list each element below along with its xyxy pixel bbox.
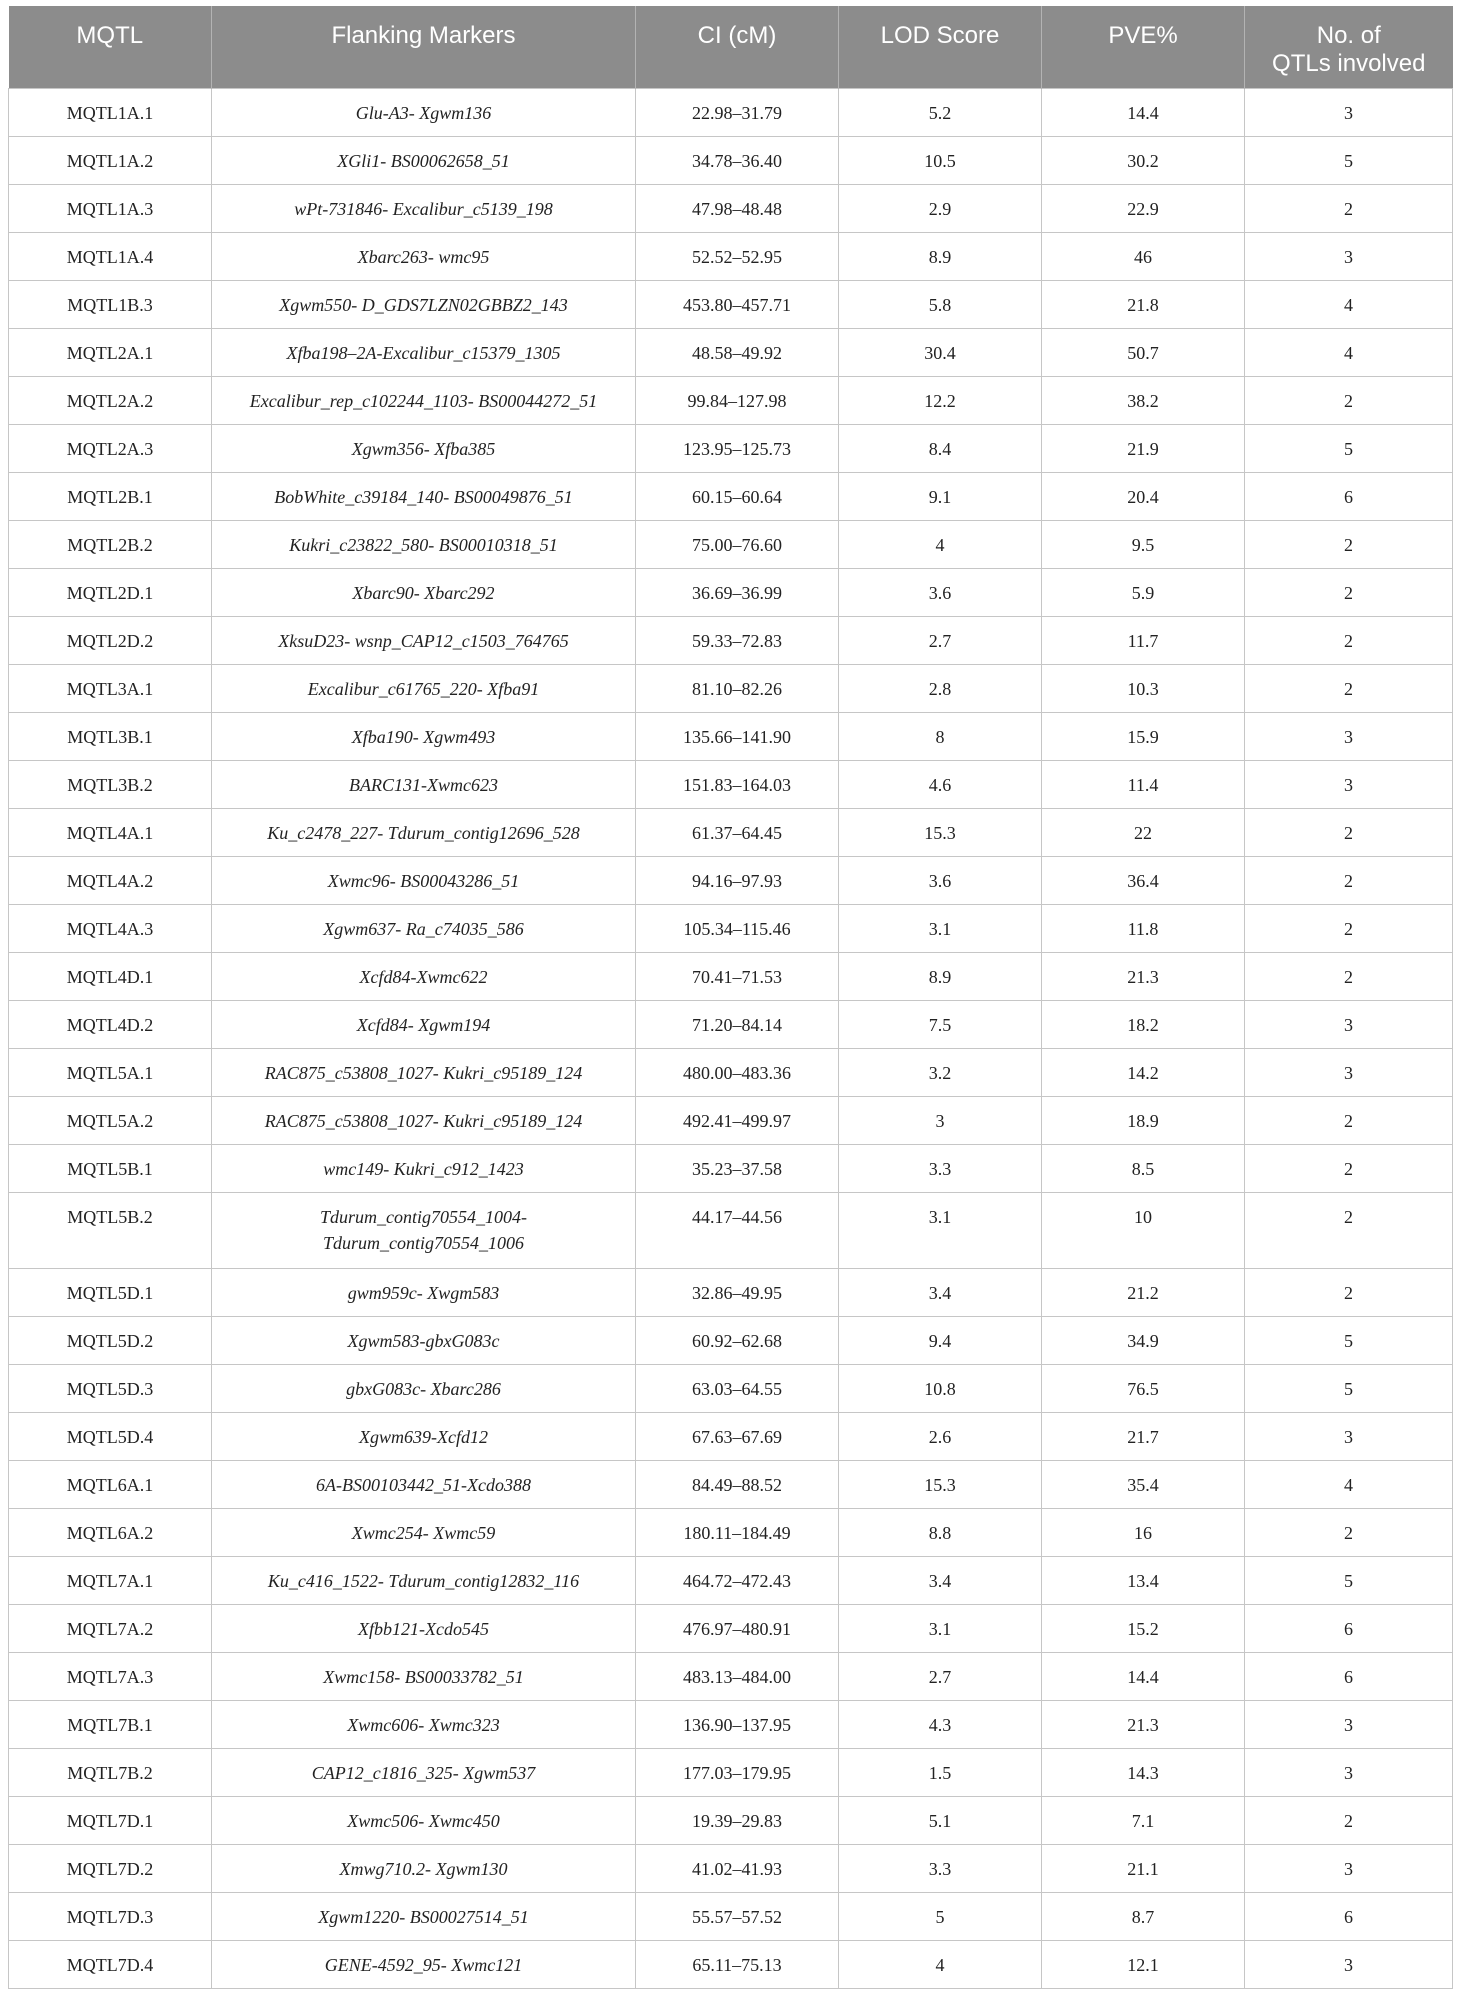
cell-mqtl: MQTL5D.4 [9, 1413, 212, 1461]
table-row [9, 1317, 1453, 1365]
cell-lod-score: 10.8 [839, 1365, 1042, 1413]
cell-ci: 94.16–97.93 [636, 857, 839, 905]
cell-lod-score: 5 [839, 1893, 1042, 1941]
cell-lod-score: 10.5 [839, 137, 1042, 185]
cell-mqtl: MQTL2A.1 [9, 329, 212, 377]
cell-qtls-involved: 4 [1245, 281, 1453, 329]
cell-ci: 44.17–44.56 [636, 1193, 839, 1269]
table-row [9, 89, 1453, 137]
table-row [9, 521, 1453, 569]
cell-pve: 15.9 [1042, 713, 1245, 761]
cell-lod-score: 9.4 [839, 1317, 1042, 1365]
cell-lod-score: 8 [839, 713, 1042, 761]
table-row [9, 137, 1453, 185]
cell-qtls-involved: 3 [1245, 89, 1453, 137]
cell-ci: 135.66–141.90 [636, 713, 839, 761]
cell-mqtl: MQTL1A.4 [9, 233, 212, 281]
cell-pve: 14.2 [1042, 1049, 1245, 1097]
cell-lod-score: 3.1 [839, 905, 1042, 953]
cell-ci: 151.83–164.03 [636, 761, 839, 809]
cell-flanking-markers: Tdurum_contig70554_1004- Tdurum_contig70554_1006 [212, 1193, 636, 1269]
cell-flanking-markers: BobWhite_c39184_140- BS00049876_51 [212, 473, 636, 521]
cell-pve: 30.2 [1042, 137, 1245, 185]
cell-qtls-involved: 2 [1245, 1269, 1453, 1317]
cell-mqtl: MQTL6A.2 [9, 1509, 212, 1557]
cell-lod-score: 8.8 [839, 1509, 1042, 1557]
cell-mqtl: MQTL2D.1 [9, 569, 212, 617]
cell-qtls-involved: 2 [1245, 617, 1453, 665]
cell-flanking-markers: Xgwm1220- BS00027514_51 [212, 1893, 636, 1941]
cell-qtls-involved: 3 [1245, 761, 1453, 809]
table-row [9, 329, 1453, 377]
table-row [9, 1193, 1453, 1269]
cell-lod-score: 3.1 [839, 1193, 1042, 1269]
cell-qtls-involved: 2 [1245, 1097, 1453, 1145]
cell-mqtl: MQTL7B.2 [9, 1749, 212, 1797]
cell-qtls-involved: 3 [1245, 233, 1453, 281]
cell-mqtl: MQTL2B.1 [9, 473, 212, 521]
cell-ci: 47.98–48.48 [636, 185, 839, 233]
cell-mqtl: MQTL4A.1 [9, 809, 212, 857]
cell-ci: 453.80–457.71 [636, 281, 839, 329]
table-row [9, 1365, 1453, 1413]
cell-mqtl: MQTL5D.2 [9, 1317, 212, 1365]
cell-flanking-markers: Xbarc90- Xbarc292 [212, 569, 636, 617]
cell-flanking-markers: Xwmc506- Xwmc450 [212, 1797, 636, 1845]
cell-qtls-involved: 5 [1245, 425, 1453, 473]
cell-ci: 75.00–76.60 [636, 521, 839, 569]
header-ci: CI (cM) [636, 6, 839, 89]
cell-pve: 22.9 [1042, 185, 1245, 233]
cell-pve: 50.7 [1042, 329, 1245, 377]
table-row [9, 713, 1453, 761]
cell-flanking-markers: Xgwm583-gbxG083c [212, 1317, 636, 1365]
cell-ci: 71.20–84.14 [636, 1001, 839, 1049]
cell-qtls-involved: 2 [1245, 1145, 1453, 1193]
cell-flanking-markers: wPt-731846- Excalibur_c5139_198 [212, 185, 636, 233]
table-body [9, 89, 1453, 1989]
cell-pve: 34.9 [1042, 1317, 1245, 1365]
table-row [9, 1893, 1453, 1941]
table-row [9, 1145, 1453, 1193]
table-row [9, 1413, 1453, 1461]
table-row [9, 1605, 1453, 1653]
cell-ci: 180.11–184.49 [636, 1509, 839, 1557]
cell-pve: 18.9 [1042, 1097, 1245, 1145]
cell-mqtl: MQTL7B.1 [9, 1701, 212, 1749]
cell-lod-score: 5.2 [839, 89, 1042, 137]
cell-flanking-markers: Xgwm639-Xcfd12 [212, 1413, 636, 1461]
cell-mqtl: MQTL7A.3 [9, 1653, 212, 1701]
cell-pve: 21.3 [1042, 953, 1245, 1001]
cell-flanking-markers: Xwmc158- BS00033782_51 [212, 1653, 636, 1701]
cell-flanking-markers: XGli1- BS00062658_51 [212, 137, 636, 185]
cell-flanking-markers: Xcfd84- Xgwm194 [212, 1001, 636, 1049]
cell-flanking-markers: gwm959c- Xwgm583 [212, 1269, 636, 1317]
cell-flanking-markers: Xbarc263- wmc95 [212, 233, 636, 281]
cell-qtls-involved: 4 [1245, 1461, 1453, 1509]
cell-qtls-involved: 2 [1245, 905, 1453, 953]
cell-pve: 5.9 [1042, 569, 1245, 617]
cell-qtls-involved: 5 [1245, 1557, 1453, 1605]
cell-lod-score: 12.2 [839, 377, 1042, 425]
cell-ci: 65.11–75.13 [636, 1941, 839, 1989]
cell-flanking-markers: Excalibur_rep_c102244_1103- BS00044272_51 [212, 377, 636, 425]
cell-pve: 21.7 [1042, 1413, 1245, 1461]
cell-pve: 21.2 [1042, 1269, 1245, 1317]
cell-flanking-markers: Xwmc96- BS00043286_51 [212, 857, 636, 905]
cell-qtls-involved: 3 [1245, 713, 1453, 761]
cell-pve: 20.4 [1042, 473, 1245, 521]
cell-lod-score: 8.9 [839, 953, 1042, 1001]
cell-qtls-involved: 3 [1245, 1001, 1453, 1049]
cell-mqtl: MQTL2D.2 [9, 617, 212, 665]
cell-qtls-involved: 3 [1245, 1049, 1453, 1097]
cell-ci: 63.03–64.55 [636, 1365, 839, 1413]
cell-flanking-markers: Xfbb121-Xcdo545 [212, 1605, 636, 1653]
cell-flanking-markers: Xwmc606- Xwmc323 [212, 1701, 636, 1749]
cell-ci: 123.95–125.73 [636, 425, 839, 473]
cell-lod-score: 3 [839, 1097, 1042, 1145]
cell-flanking-markers: Glu-A3- Xgwm136 [212, 89, 636, 137]
cell-mqtl: MQTL5B.1 [9, 1145, 212, 1193]
cell-mqtl: MQTL3B.2 [9, 761, 212, 809]
cell-pve: 8.5 [1042, 1145, 1245, 1193]
cell-ci: 105.34–115.46 [636, 905, 839, 953]
cell-ci: 34.78–36.40 [636, 137, 839, 185]
cell-pve: 15.2 [1042, 1605, 1245, 1653]
cell-pve: 46 [1042, 233, 1245, 281]
table-row [9, 1749, 1453, 1797]
cell-pve: 22 [1042, 809, 1245, 857]
cell-qtls-involved: 2 [1245, 185, 1453, 233]
cell-flanking-markers: Xgwm356- Xfba385 [212, 425, 636, 473]
table-row [9, 1509, 1453, 1557]
cell-qtls-involved: 3 [1245, 1941, 1453, 1989]
cell-flanking-markers: GENE-4592_95- Xwmc121 [212, 1941, 636, 1989]
cell-ci: 99.84–127.98 [636, 377, 839, 425]
header-qtls-involved: No. of QTLs involved [1245, 6, 1453, 89]
header-flanking-markers: Flanking Markers [212, 6, 636, 89]
cell-qtls-involved: 5 [1245, 1317, 1453, 1365]
cell-flanking-markers: BARC131-Xwmc623 [212, 761, 636, 809]
cell-pve: 21.3 [1042, 1701, 1245, 1749]
cell-pve: 10.3 [1042, 665, 1245, 713]
cell-mqtl: MQTL4D.2 [9, 1001, 212, 1049]
table-row [9, 281, 1453, 329]
cell-lod-score: 5.1 [839, 1797, 1042, 1845]
cell-flanking-markers: XksuD23- wsnp_CAP12_c1503_764765 [212, 617, 636, 665]
cell-lod-score: 2.7 [839, 617, 1042, 665]
cell-qtls-involved: 2 [1245, 1797, 1453, 1845]
cell-ci: 61.37–64.45 [636, 809, 839, 857]
cell-lod-score: 8.9 [839, 233, 1042, 281]
cell-ci: 60.15–60.64 [636, 473, 839, 521]
cell-ci: 48.58–49.92 [636, 329, 839, 377]
cell-ci: 136.90–137.95 [636, 1701, 839, 1749]
table-row [9, 809, 1453, 857]
cell-mqtl: MQTL4A.3 [9, 905, 212, 953]
header-mqtl: MQTL [9, 6, 212, 89]
cell-mqtl: MQTL7A.1 [9, 1557, 212, 1605]
cell-qtls-involved: 3 [1245, 1749, 1453, 1797]
cell-mqtl: MQTL5B.2 [9, 1193, 212, 1269]
cell-flanking-markers: Xfba190- Xgwm493 [212, 713, 636, 761]
cell-mqtl: MQTL1A.1 [9, 89, 212, 137]
cell-ci: 32.86–49.95 [636, 1269, 839, 1317]
table-row [9, 1269, 1453, 1317]
cell-lod-score: 8.4 [839, 425, 1042, 473]
cell-qtls-involved: 2 [1245, 377, 1453, 425]
cell-pve: 9.5 [1042, 521, 1245, 569]
table-row [9, 665, 1453, 713]
table-row [9, 1049, 1453, 1097]
table-row [9, 1653, 1453, 1701]
cell-pve: 11.8 [1042, 905, 1245, 953]
cell-qtls-involved: 2 [1245, 1509, 1453, 1557]
cell-mqtl: MQTL2B.2 [9, 521, 212, 569]
cell-ci: 22.98–31.79 [636, 89, 839, 137]
cell-flanking-markers: wmc149- Kukri_c912_1423 [212, 1145, 636, 1193]
cell-qtls-involved: 3 [1245, 1845, 1453, 1893]
cell-lod-score: 15.3 [839, 1461, 1042, 1509]
cell-ci: 55.57–57.52 [636, 1893, 839, 1941]
cell-mqtl: MQTL7D.4 [9, 1941, 212, 1989]
cell-pve: 21.8 [1042, 281, 1245, 329]
cell-lod-score: 3.6 [839, 857, 1042, 905]
cell-flanking-markers: RAC875_c53808_1027- Kukri_c95189_124 [212, 1097, 636, 1145]
cell-pve: 16 [1042, 1509, 1245, 1557]
cell-ci: 177.03–179.95 [636, 1749, 839, 1797]
cell-ci: 476.97–480.91 [636, 1605, 839, 1653]
table-row [9, 1701, 1453, 1749]
table-row [9, 857, 1453, 905]
cell-mqtl: MQTL5A.2 [9, 1097, 212, 1145]
cell-ci: 483.13–484.00 [636, 1653, 839, 1701]
cell-mqtl: MQTL7D.1 [9, 1797, 212, 1845]
table-row [9, 1557, 1453, 1605]
cell-pve: 7.1 [1042, 1797, 1245, 1845]
cell-mqtl: MQTL6A.1 [9, 1461, 212, 1509]
mqtl-table [8, 6, 1453, 1989]
cell-qtls-involved: 3 [1245, 1413, 1453, 1461]
table-row [9, 473, 1453, 521]
cell-qtls-involved: 6 [1245, 1893, 1453, 1941]
cell-qtls-involved: 2 [1245, 665, 1453, 713]
cell-qtls-involved: 2 [1245, 809, 1453, 857]
cell-mqtl: MQTL5D.3 [9, 1365, 212, 1413]
table-row [9, 1941, 1453, 1989]
cell-ci: 59.33–72.83 [636, 617, 839, 665]
table-row [9, 1097, 1453, 1145]
table-row [9, 1797, 1453, 1845]
cell-lod-score: 30.4 [839, 329, 1042, 377]
cell-lod-score: 7.5 [839, 1001, 1042, 1049]
cell-pve: 11.7 [1042, 617, 1245, 665]
header-pve: PVE% [1042, 6, 1245, 89]
cell-mqtl: MQTL7D.2 [9, 1845, 212, 1893]
cell-qtls-involved: 2 [1245, 1193, 1453, 1269]
cell-ci: 81.10–82.26 [636, 665, 839, 713]
cell-ci: 60.92–62.68 [636, 1317, 839, 1365]
cell-lod-score: 9.1 [839, 473, 1042, 521]
cell-lod-score: 2.7 [839, 1653, 1042, 1701]
table-row [9, 905, 1453, 953]
cell-lod-score: 2.6 [839, 1413, 1042, 1461]
cell-mqtl: MQTL3A.1 [9, 665, 212, 713]
cell-ci: 464.72–472.43 [636, 1557, 839, 1605]
cell-flanking-markers: Xmwg710.2- Xgwm130 [212, 1845, 636, 1893]
cell-pve: 21.1 [1042, 1845, 1245, 1893]
cell-pve: 14.3 [1042, 1749, 1245, 1797]
cell-flanking-markers: Ku_c416_1522- Tdurum_contig12832_116 [212, 1557, 636, 1605]
table-header [9, 6, 1453, 89]
cell-ci: 41.02–41.93 [636, 1845, 839, 1893]
cell-ci: 492.41–499.97 [636, 1097, 839, 1145]
cell-lod-score: 2.8 [839, 665, 1042, 713]
cell-ci: 67.63–67.69 [636, 1413, 839, 1461]
cell-flanking-markers: CAP12_c1816_325- Xgwm537 [212, 1749, 636, 1797]
cell-lod-score: 3.2 [839, 1049, 1042, 1097]
cell-lod-score: 3.3 [839, 1845, 1042, 1893]
cell-qtls-involved: 2 [1245, 521, 1453, 569]
header-lod-score: LOD Score [839, 6, 1042, 89]
cell-flanking-markers: Ku_c2478_227- Tdurum_contig12696_528 [212, 809, 636, 857]
cell-mqtl: MQTL1A.3 [9, 185, 212, 233]
cell-lod-score: 3.4 [839, 1557, 1042, 1605]
cell-lod-score: 4.6 [839, 761, 1042, 809]
cell-flanking-markers: Xwmc254- Xwmc59 [212, 1509, 636, 1557]
cell-lod-score: 5.8 [839, 281, 1042, 329]
cell-pve: 13.4 [1042, 1557, 1245, 1605]
cell-lod-score: 3.3 [839, 1145, 1042, 1193]
cell-qtls-involved: 6 [1245, 1605, 1453, 1653]
cell-pve: 14.4 [1042, 89, 1245, 137]
cell-mqtl: MQTL4D.1 [9, 953, 212, 1001]
cell-pve: 38.2 [1042, 377, 1245, 425]
cell-mqtl: MQTL7D.3 [9, 1893, 212, 1941]
cell-mqtl: MQTL3B.1 [9, 713, 212, 761]
cell-qtls-involved: 6 [1245, 1653, 1453, 1701]
cell-pve: 12.1 [1042, 1941, 1245, 1989]
cell-flanking-markers: Kukri_c23822_580- BS00010318_51 [212, 521, 636, 569]
cell-flanking-markers: Xgwm637- Ra_c74035_586 [212, 905, 636, 953]
cell-qtls-involved: 6 [1245, 473, 1453, 521]
cell-mqtl: MQTL1A.2 [9, 137, 212, 185]
cell-lod-score: 4 [839, 1941, 1042, 1989]
cell-lod-score: 2.9 [839, 185, 1042, 233]
cell-lod-score: 4.3 [839, 1701, 1042, 1749]
cell-flanking-markers: Xgwm550- D_GDS7LZN02GBBZ2_143 [212, 281, 636, 329]
table-row [9, 377, 1453, 425]
cell-flanking-markers: Xfba198–2A-Excalibur_c15379_1305 [212, 329, 636, 377]
cell-qtls-involved: 3 [1245, 1701, 1453, 1749]
cell-ci: 19.39–29.83 [636, 1797, 839, 1845]
cell-qtls-involved: 5 [1245, 1365, 1453, 1413]
cell-pve: 36.4 [1042, 857, 1245, 905]
cell-pve: 14.4 [1042, 1653, 1245, 1701]
cell-mqtl: MQTL2A.2 [9, 377, 212, 425]
cell-lod-score: 3.6 [839, 569, 1042, 617]
cell-qtls-involved: 2 [1245, 569, 1453, 617]
cell-flanking-markers: Excalibur_c61765_220- Xfba91 [212, 665, 636, 713]
cell-mqtl: MQTL5D.1 [9, 1269, 212, 1317]
table-row [9, 761, 1453, 809]
cell-pve: 76.5 [1042, 1365, 1245, 1413]
table-row [9, 569, 1453, 617]
cell-pve: 11.4 [1042, 761, 1245, 809]
table-row [9, 1001, 1453, 1049]
cell-ci: 35.23–37.58 [636, 1145, 839, 1193]
cell-pve: 18.2 [1042, 1001, 1245, 1049]
cell-lod-score: 15.3 [839, 809, 1042, 857]
header-row [9, 6, 1453, 89]
cell-flanking-markers: Xcfd84-Xwmc622 [212, 953, 636, 1001]
cell-qtls-involved: 2 [1245, 953, 1453, 1001]
cell-flanking-markers: gbxG083c- Xbarc286 [212, 1365, 636, 1413]
table-row [9, 233, 1453, 281]
table-row [9, 185, 1453, 233]
cell-pve: 8.7 [1042, 1893, 1245, 1941]
cell-mqtl: MQTL1B.3 [9, 281, 212, 329]
table-row [9, 953, 1453, 1001]
cell-ci: 70.41–71.53 [636, 953, 839, 1001]
cell-qtls-involved: 5 [1245, 137, 1453, 185]
cell-mqtl: MQTL7A.2 [9, 1605, 212, 1653]
cell-ci: 36.69–36.99 [636, 569, 839, 617]
cell-qtls-involved: 2 [1245, 857, 1453, 905]
cell-lod-score: 4 [839, 521, 1042, 569]
cell-ci: 480.00–483.36 [636, 1049, 839, 1097]
cell-qtls-involved: 4 [1245, 329, 1453, 377]
table-row [9, 1461, 1453, 1509]
cell-lod-score: 3.4 [839, 1269, 1042, 1317]
cell-flanking-markers: 6A-BS00103442_51-Xcdo388 [212, 1461, 636, 1509]
cell-lod-score: 3.1 [839, 1605, 1042, 1653]
cell-mqtl: MQTL2A.3 [9, 425, 212, 473]
cell-pve: 21.9 [1042, 425, 1245, 473]
cell-mqtl: MQTL5A.1 [9, 1049, 212, 1097]
cell-pve: 35.4 [1042, 1461, 1245, 1509]
table-row [9, 1845, 1453, 1893]
table-row [9, 425, 1453, 473]
table-row [9, 617, 1453, 665]
cell-ci: 52.52–52.95 [636, 233, 839, 281]
cell-flanking-markers: RAC875_c53808_1027- Kukri_c95189_124 [212, 1049, 636, 1097]
cell-lod-score: 1.5 [839, 1749, 1042, 1797]
cell-ci: 84.49–88.52 [636, 1461, 839, 1509]
cell-pve: 10 [1042, 1193, 1245, 1269]
cell-mqtl: MQTL4A.2 [9, 857, 212, 905]
